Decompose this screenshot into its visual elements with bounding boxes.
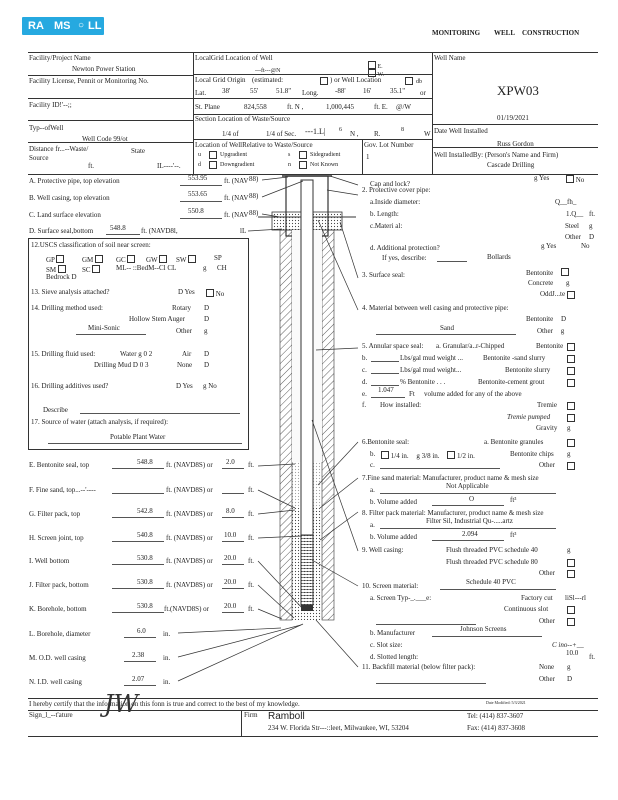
- title-construction: CONSTRUCTION: [522, 29, 580, 37]
- soil-g: g: [203, 264, 207, 272]
- st-plane-e: 1,000,445: [326, 103, 354, 111]
- title-well: WELL: [494, 29, 516, 37]
- q8b-unit: ft³: [510, 531, 517, 539]
- ft-i: 20.0: [224, 554, 237, 562]
- ft-e-label: ft. E.: [374, 103, 388, 111]
- label-b: B. Well casing, top elevation: [29, 194, 110, 202]
- value-n: 2.07: [132, 675, 145, 683]
- downgradient-label: Downgradient: [220, 162, 255, 168]
- q9-80-checkbox[interactable]: [567, 559, 575, 567]
- length-value: 1.Q__: [566, 210, 584, 218]
- q6b-1-checkbox[interactable]: [381, 451, 389, 459]
- value-a: 553.95: [188, 174, 208, 182]
- steel-label: Steel: [565, 222, 579, 230]
- unit-n: in.: [163, 678, 171, 686]
- hsa-d: D: [204, 315, 210, 323]
- q7b-label: b. Volume added: [370, 498, 417, 506]
- backfill-none-label: None: [539, 663, 555, 671]
- soil-sm: SM: [46, 266, 57, 274]
- q6b-2: 3/8 in.: [421, 452, 440, 460]
- q6-other-label: Other: [539, 461, 555, 469]
- none-d: D: [204, 361, 210, 369]
- value-m: 2.38: [132, 651, 145, 659]
- ft-n-label: ft. N ,: [287, 103, 304, 111]
- unit-a: ft. (NAV: [224, 177, 249, 185]
- q5e-label: e.: [362, 390, 367, 398]
- well-name-label: Well Name: [434, 54, 466, 62]
- st-plane-n: 824,558: [244, 103, 267, 111]
- q5e-tail: volume added for any of the above: [424, 390, 522, 398]
- slotted-length-value: 10.0: [566, 649, 579, 657]
- source-label: Source: [29, 154, 49, 162]
- q6c-label: c.: [370, 461, 375, 469]
- firm-address: 234 W. Florida Str---::leet, Milwaukee, WI, 53204: [268, 724, 409, 732]
- soil-ml: ML-- ::BedM--Cl CL: [116, 264, 177, 272]
- soil-gw: GW: [146, 256, 158, 264]
- q10a-label: a. Screen Typ-_.___e:: [370, 594, 432, 602]
- label-j: J. Filter pack, bottom: [29, 581, 89, 589]
- factory-cut-label: Factory cut: [521, 594, 553, 602]
- value-i: 530.8: [137, 554, 153, 562]
- q11-label: 11. Backfill material (below filter pack):: [362, 663, 476, 671]
- unit-c: ft. (NAV: [224, 211, 249, 219]
- inside-diam-label: a.Inside diameter:: [370, 198, 421, 206]
- type-of-well-label: Typ--ofWell: [29, 124, 64, 132]
- or-well-location: ) or Well Location: [330, 76, 382, 84]
- facility-value: Newton Power Station: [72, 65, 136, 73]
- q10-label: 10. Screen material:: [362, 582, 419, 590]
- tail-d: lL: [240, 227, 247, 235]
- concrete-g: g: [566, 279, 570, 287]
- ft-k: 20.0: [224, 602, 237, 610]
- mud-label: Drilling Mud D 0 3: [94, 361, 149, 369]
- tremie-pumped-label: Tremie pumped: [507, 413, 551, 421]
- q6b-tail-g: g: [567, 450, 571, 458]
- signature-mark: JW: [104, 690, 139, 718]
- long-sec: 35.1": [390, 87, 406, 95]
- q6b-1: 1/4 in.: [390, 452, 409, 460]
- value-e: 548.8: [137, 458, 153, 466]
- q5c-checkbox[interactable]: [567, 367, 575, 375]
- label-d: D. Surface seal,bottom: [29, 227, 94, 235]
- ft-g: 8.0: [226, 507, 235, 515]
- gravity-label: Gravity: [536, 424, 558, 432]
- unit-b: ft. (NAV: [224, 194, 249, 202]
- s-label: s: [288, 152, 291, 158]
- unit-k: ft.(NAVD8S) or: [164, 605, 209, 613]
- u-label: u: [198, 152, 201, 158]
- q10-value: Schedule 40 PVC: [466, 578, 516, 586]
- label-f: F. Fine sand, top...--'----: [29, 486, 96, 494]
- certify-text: I hereby certify that the information on this fonn is true and correct to the best of my knowledge.: [29, 700, 300, 708]
- r-label: R.: [374, 130, 381, 138]
- label-e: E. Bentonite seal, top: [29, 461, 90, 469]
- q16-yes: D Yes: [176, 382, 193, 390]
- describe-label: Describe: [43, 406, 68, 414]
- continuous-slot-checkbox[interactable]: [567, 606, 575, 614]
- water-label: Water g 0 2: [120, 350, 153, 358]
- installed-by-person: Russ Gordon: [497, 140, 534, 148]
- unit-d: ft. (NAVD8l,: [141, 227, 178, 235]
- q14-label: 14. Drilling method used:: [31, 304, 103, 312]
- label-i: I. Well bottom: [29, 557, 70, 565]
- label-a: A. Protective pipe, top elevation: [29, 177, 120, 185]
- label-k: K. Borehole, bottom: [29, 605, 87, 613]
- q5a-label: a. Granular/a..r-Chipped: [436, 342, 505, 350]
- tail-b: 88): [249, 192, 259, 200]
- ft-suffix-j: ft.: [248, 581, 255, 589]
- relative-location-label: Location of WellRelative to Waste/Source: [195, 141, 313, 149]
- facility-id-label: Facility ID!'--;;: [29, 101, 72, 109]
- soil-ch: CH: [217, 264, 227, 272]
- n-known-label: n: [288, 162, 291, 168]
- well-bottom-cap: [301, 605, 313, 611]
- ft-j: 20.0: [224, 578, 237, 586]
- q4-sand-value: Sand: [440, 324, 454, 332]
- rotary-d: D: [204, 304, 210, 312]
- unit-j: ft. (NAVD8S) or: [166, 581, 213, 589]
- soil-gc: GC: [116, 256, 126, 264]
- seal-bentonite-label: Bentonite: [526, 269, 554, 277]
- lat-label: Lat.: [195, 89, 207, 97]
- tremie-checkbox[interactable]: [567, 402, 575, 410]
- q17-label: 17. Source of water (attach analysis, if required):: [31, 418, 169, 426]
- six-value: 6: [339, 127, 342, 133]
- q6b-tail: Bentonite chips: [510, 450, 554, 458]
- q5a-bentonite: Bentonite: [536, 342, 564, 350]
- ft-h: 10.0: [224, 531, 237, 539]
- q8-label: 8. Filter pack material: Manufacturer, product name & mesh size: [362, 509, 544, 517]
- soil-sw: SW: [176, 256, 187, 264]
- air-label: Air: [182, 350, 192, 358]
- label-m: M. O.D. well casing: [29, 654, 86, 662]
- q9-40-g: g: [567, 546, 571, 554]
- rotary-label: Rotary: [172, 304, 192, 312]
- section-label: Section Location of Waste/Source: [195, 115, 291, 123]
- date-installed-value: 01/19/2021: [497, 114, 529, 122]
- q15-label: 15. Drilling fluid used:: [31, 350, 96, 358]
- q6-label: 6.Bentonite seal:: [362, 438, 410, 446]
- q5e-value: 1.047: [378, 386, 394, 394]
- upgradient-label: Upgradient: [220, 152, 247, 158]
- q12-label: 12.USCS classification of soil near screen:: [31, 241, 151, 249]
- unit-m: in.: [163, 654, 171, 662]
- none-label: None: [177, 361, 193, 369]
- q10-other-checkbox[interactable]: [567, 618, 575, 626]
- soil-sp: SP: [214, 254, 222, 262]
- grid-e-label: E.: [377, 64, 383, 70]
- q9-80-label: Flush threaded PVC schedule 80: [446, 558, 538, 566]
- backfill-none-g: g: [567, 663, 571, 671]
- gov-lot-label: Gov. Lot Number: [364, 141, 414, 149]
- unit-g: ft. (NAVD8S) or: [166, 510, 213, 518]
- unit-l: in.: [163, 630, 171, 638]
- state-label: State: [131, 147, 145, 155]
- drill-other-g: g: [204, 327, 208, 335]
- ft-suffix-g: ft.: [248, 510, 255, 518]
- db-label: db: [416, 79, 422, 85]
- inside-diam-value: Q__fh_: [555, 198, 577, 206]
- borehole-wall-left: [280, 230, 292, 620]
- q5b-tail: Bentonite -sand slurry: [483, 354, 546, 362]
- q5d-label: d.: [362, 378, 368, 386]
- q2-label: 2. Protective cover pipe:: [362, 186, 431, 194]
- date-modified: Date Modified: 5/3/2021: [486, 700, 526, 705]
- q5e-unit: Ft: [409, 390, 415, 398]
- q13-no: No: [215, 290, 225, 298]
- cap-no: No: [575, 176, 585, 184]
- estimated-label: (estimated:: [252, 76, 284, 84]
- q9-label: 9. Well casing:: [362, 546, 404, 554]
- grid-fill: ---ft---@N: [255, 68, 281, 74]
- value-l: 6.0: [137, 627, 146, 635]
- q6b-3-checkbox[interactable]: [447, 451, 455, 459]
- value-h: 540.8: [137, 531, 153, 539]
- signature-label: Sign_l_--t'ature: [29, 711, 73, 719]
- q8a-value: Filter Sil, Industrial Qu-.....artz: [426, 517, 513, 525]
- grid-location-label: LocalGrid Location of Well: [195, 54, 273, 62]
- logo-circle-icon: ○: [78, 20, 85, 31]
- state-value: IL----'--.: [157, 162, 181, 170]
- unit-e: ft. (NAVD8S) or: [166, 461, 213, 469]
- q5b-label: b.: [362, 354, 368, 362]
- long-min: 16': [363, 87, 372, 95]
- mini-sonic-value: Mini-Sonic: [88, 324, 120, 332]
- q8b-value: 2.094: [462, 530, 478, 538]
- soil-sc: SC: [82, 266, 91, 274]
- q7b-value: O: [469, 495, 475, 503]
- q5d-text: % Bentonite . . .: [400, 378, 446, 386]
- q5f-label: f.: [362, 401, 367, 409]
- slotted-length-label: d. Slotted length:: [370, 653, 419, 661]
- q5d-tail: Bentonite-cement grout: [478, 378, 545, 386]
- unit-h: ft. (NAVD8S) or: [166, 534, 213, 542]
- well-name-value: XPW03: [497, 83, 539, 98]
- n-label: N ,: [350, 130, 359, 138]
- q5c-text: Lbs/gal mud weight...: [400, 366, 462, 374]
- soil-gp: GP: [46, 256, 55, 264]
- q6-other-checkbox[interactable]: [567, 462, 575, 470]
- q6b-3: 1/2 in.: [457, 452, 475, 460]
- label-l: L. Borehole, diameter: [29, 630, 91, 638]
- label-c: C. Land surface elevation: [29, 211, 101, 219]
- q5b-text: Lbs/gal mud weight ...: [400, 354, 463, 362]
- unit-i: ft. (NAVD8S) or: [166, 557, 213, 565]
- material-label: c.Materi al:: [370, 222, 403, 230]
- firm-name: Ramboll: [268, 711, 305, 722]
- well-code: Well Code 99/ot: [82, 135, 128, 143]
- seal-other-checkbox[interactable]: [567, 291, 575, 299]
- unit-f: ft. (NAVD8S) or: [166, 486, 213, 494]
- date-installed-label: Date Well Installed: [434, 127, 488, 135]
- sec-fill: ---1.L|: [305, 127, 326, 136]
- firm-fax: Fax: (414) 837-3608: [467, 724, 525, 732]
- logo-text-left: RA: [28, 20, 44, 32]
- label-n: N. I.D. well casing: [29, 678, 82, 686]
- steel-g: g: [589, 222, 593, 230]
- q8a-label: a.: [370, 521, 375, 529]
- tremie-pumped-checkbox[interactable]: [567, 414, 575, 422]
- well-casing: [301, 180, 313, 535]
- q17-value: Potable Plant Water: [110, 433, 166, 441]
- q9-other-label: Other: [539, 569, 555, 577]
- logo-text-right: LL: [88, 20, 102, 32]
- q6b-label: b.: [370, 450, 376, 458]
- q13-label: 13. Sieve analysis attached?: [31, 288, 110, 296]
- seal-bentonite-checkbox[interactable]: [561, 268, 569, 276]
- value-d: 548.8: [110, 224, 126, 232]
- q9-40-label: Flush threaded PVC schedule 40: [446, 546, 538, 554]
- q4-bentonite-d: D: [560, 315, 567, 323]
- cap-yes: g Yes: [534, 174, 550, 182]
- firm-tel: Tel: (414) 837-3607: [467, 712, 524, 720]
- manufacturer-label: b. Manufacturer: [370, 629, 416, 637]
- gov-lot-value: 1: [366, 153, 370, 161]
- add-protection-yes: g Yes: [541, 242, 557, 250]
- r-value: 8: [401, 127, 404, 133]
- tail-c: 88): [249, 209, 259, 217]
- if-yes-label: If yes, describe:: [382, 254, 427, 262]
- label-h: H. Screen joint, top: [29, 534, 84, 542]
- sidegradient-label: Sidegradient: [310, 152, 341, 158]
- backfill-other-label: Other: [539, 675, 555, 683]
- q4-label: 4. Material between well casing and protective pipe:: [362, 304, 509, 312]
- length-label: b. Length:: [370, 210, 399, 218]
- soil-gm: GM: [82, 256, 94, 264]
- continuous-slot-label: Continuous slot: [504, 605, 549, 613]
- slot-size-value: C ino--+__: [552, 641, 584, 649]
- q6a-label: a. Bentonite granules: [484, 438, 544, 446]
- not-known-label: Not Known: [310, 162, 339, 168]
- ft-suffix-f: ft.: [248, 486, 255, 494]
- q5c-label: c.: [362, 366, 367, 374]
- seal-other: OddJ...te: [540, 290, 566, 298]
- d-label: d: [198, 162, 201, 168]
- q3-label: 3. Surface seal:: [362, 271, 405, 279]
- long-deg: -88': [335, 87, 346, 95]
- manufacturer-value: Johnson Screens: [460, 625, 507, 633]
- q8b-label: b. Volume added: [370, 533, 417, 541]
- cover-other-label: Other: [565, 233, 581, 241]
- q6b-g: g: [416, 452, 420, 460]
- ft-suffix-h: ft.: [248, 534, 255, 542]
- bollards-value: Bollards: [487, 253, 511, 261]
- q7b-unit: ft³: [510, 496, 517, 504]
- q7a-value: Not Applicable: [446, 482, 489, 490]
- q7a-label: a.: [370, 486, 375, 494]
- quarter-sec-label: 1/4 of Sec.: [266, 130, 297, 138]
- q5a-checkbox[interactable]: [567, 343, 575, 351]
- license-label: Facility License, Pennit or Monitoring No.: [29, 77, 149, 85]
- tremie-label: Tremie: [537, 401, 557, 409]
- q6a-checkbox[interactable]: [567, 439, 575, 447]
- borehole-wall-right: [322, 230, 334, 620]
- backfill-other-d: D: [567, 675, 573, 683]
- ft-suffix-e: ft.: [248, 461, 255, 469]
- q13-yes: D Yes: [178, 288, 195, 296]
- installed-by-label: Well InstalledBy: (Person's Name and Firm): [434, 151, 559, 159]
- facility-label: Facility/Project Name: [29, 54, 91, 62]
- length-ft: ft.: [589, 210, 596, 218]
- q5-label: 5. Annular space seal:: [362, 342, 424, 350]
- q5b-checkbox[interactable]: [567, 355, 575, 363]
- q5d-checkbox[interactable]: [567, 379, 575, 387]
- quarter-label: 1/4 of: [222, 130, 239, 138]
- value-b: 553.65: [188, 190, 208, 198]
- q7-label: 7.Fine sand material: Manufacturer, product name & mesh size: [362, 474, 539, 482]
- q4-other-g: g: [560, 327, 565, 335]
- grid-w-label: W.: [377, 72, 385, 78]
- ft-suffix-k: ft.: [248, 605, 255, 613]
- add-protection-no: No: [581, 242, 590, 250]
- value-g: 542.8: [137, 507, 153, 515]
- cover-other-d: D: [589, 233, 595, 241]
- concrete-label: Concrete: [528, 279, 554, 287]
- st-plane-label: St. Plane: [195, 103, 220, 111]
- lat-sec: 51.8": [276, 87, 292, 95]
- lat-min: 55': [250, 87, 259, 95]
- grid-origin-label: Local Grid Origin: [195, 76, 246, 84]
- ft-suffix-i: ft.: [248, 557, 255, 565]
- distance-label: Distance fr...--Waste/: [29, 145, 89, 153]
- factory-cut-tail: liSl---rl: [565, 594, 586, 602]
- add-protection-label: d. Additional protection?: [370, 244, 440, 252]
- gravity-g: g: [567, 424, 571, 432]
- q16-no: g No: [203, 382, 217, 390]
- tail-a: 88): [249, 175, 259, 183]
- q4-other-label: Other: [537, 327, 553, 335]
- long-label: Long.: [302, 89, 319, 97]
- q5c-tail: Bentonite slurry: [505, 366, 551, 374]
- q9-other-checkbox[interactable]: [567, 570, 575, 578]
- ft-e: 2.0: [226, 458, 235, 466]
- air-d: D: [204, 350, 210, 358]
- value-c: 550.8: [188, 207, 204, 215]
- or-label: or: [420, 89, 426, 97]
- slotted-length-ft: ft.: [589, 653, 596, 661]
- distance-ft: ft.: [88, 162, 95, 170]
- q16-label: 16. Drilling additives used?: [31, 382, 109, 390]
- label-g: G. Filter pack, top: [29, 510, 81, 518]
- value-k: 530.8: [137, 602, 153, 610]
- slot-size-label: c. Slot size:: [370, 641, 403, 649]
- cap-no-checkbox[interactable]: [566, 175, 574, 183]
- q5f-text: How installed:: [380, 401, 422, 409]
- q4-bentonite-label: Bentonite: [526, 315, 554, 323]
- cap-lock-label: Cap and lock?: [370, 180, 411, 188]
- lat-deg: 38': [222, 87, 231, 95]
- installed-by-firm: Cascade Drilling: [487, 161, 535, 169]
- aw-label: @/W: [396, 103, 411, 111]
- drill-other-label: Other: [176, 327, 192, 335]
- value-j: 530.8: [137, 578, 153, 586]
- soil-bedrock: Bedrock D: [46, 273, 77, 281]
- well-screen: [301, 535, 313, 605]
- title-monitoring: MONITORING: [432, 29, 481, 37]
- logo-text-mid: MS: [54, 20, 71, 32]
- w-label: W: [424, 130, 431, 138]
- firm-label: Firm: [244, 711, 258, 719]
- hsa-label: Hollow Stem Auger: [129, 315, 185, 323]
- q10-other-label: Other: [539, 617, 555, 625]
